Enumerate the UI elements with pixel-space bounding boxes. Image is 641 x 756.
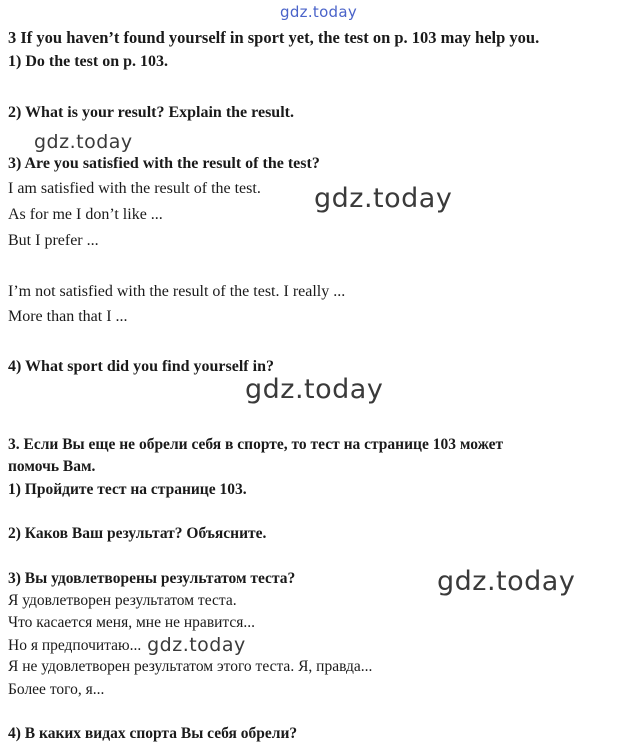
watermark-top: gdz.today: [280, 3, 358, 21]
question-1-ru: 1) Пройдите тест на странице 103.: [8, 481, 247, 498]
answer-line-ru: Я не удовлетворен результатом этого теста. Я, правда...: [8, 658, 373, 675]
exercise-title: 3 If you haven’t found yourself in sport yet, the test on p. 103 may help you.: [8, 28, 540, 47]
question-1: 1) Do the test on p. 103.: [8, 53, 168, 70]
answer-line: I am satisfied with the result of the test.: [8, 180, 261, 197]
answer-line-ru: Что касается меня, мне не нравится...: [8, 614, 256, 631]
exercise-title-ru: 3. Если Вы еще не обрели себя в спорте, то тест на странице 103 может: [8, 436, 504, 453]
answer-text-ru: Но я предпочитаю...: [8, 637, 142, 654]
watermark: gdz.today: [314, 183, 453, 214]
answer-line: More than that I ...: [8, 308, 128, 325]
question-4-ru: 4) В каких видах спорта Вы себя обрели?: [8, 725, 298, 742]
answer-line: But I prefer ...: [8, 232, 99, 249]
question-3: 3) Are you satisfied with the result of the test?: [8, 155, 320, 172]
watermark: gdz.today: [437, 566, 576, 597]
question-4: 4) What sport did you find yourself in?: [8, 358, 274, 375]
answer-line: I’m not satisfied with the result of the test. I really ...: [8, 283, 346, 300]
answer-line-ru: Я удовлетворен результатом теста.: [8, 592, 237, 609]
question-2: 2) What is your result? Explain the result.: [8, 104, 294, 121]
question-2-ru: 2) Каков Ваш результат? Объясните.: [8, 525, 267, 542]
answer-line-ru: [8, 635, 244, 655]
watermark: gdz.today: [245, 374, 384, 405]
watermark: gdz.today: [34, 131, 133, 153]
exercise-title-ru-cont: помочь Вам.: [8, 458, 96, 475]
answer-line-ru: Более того, я...: [8, 681, 105, 698]
watermark: gdz.today: [147, 634, 246, 656]
question-3-ru: 3) Вы удовлетворены результатом теста?: [8, 570, 296, 587]
answer-line: As for me I don’t like ...: [8, 206, 163, 223]
